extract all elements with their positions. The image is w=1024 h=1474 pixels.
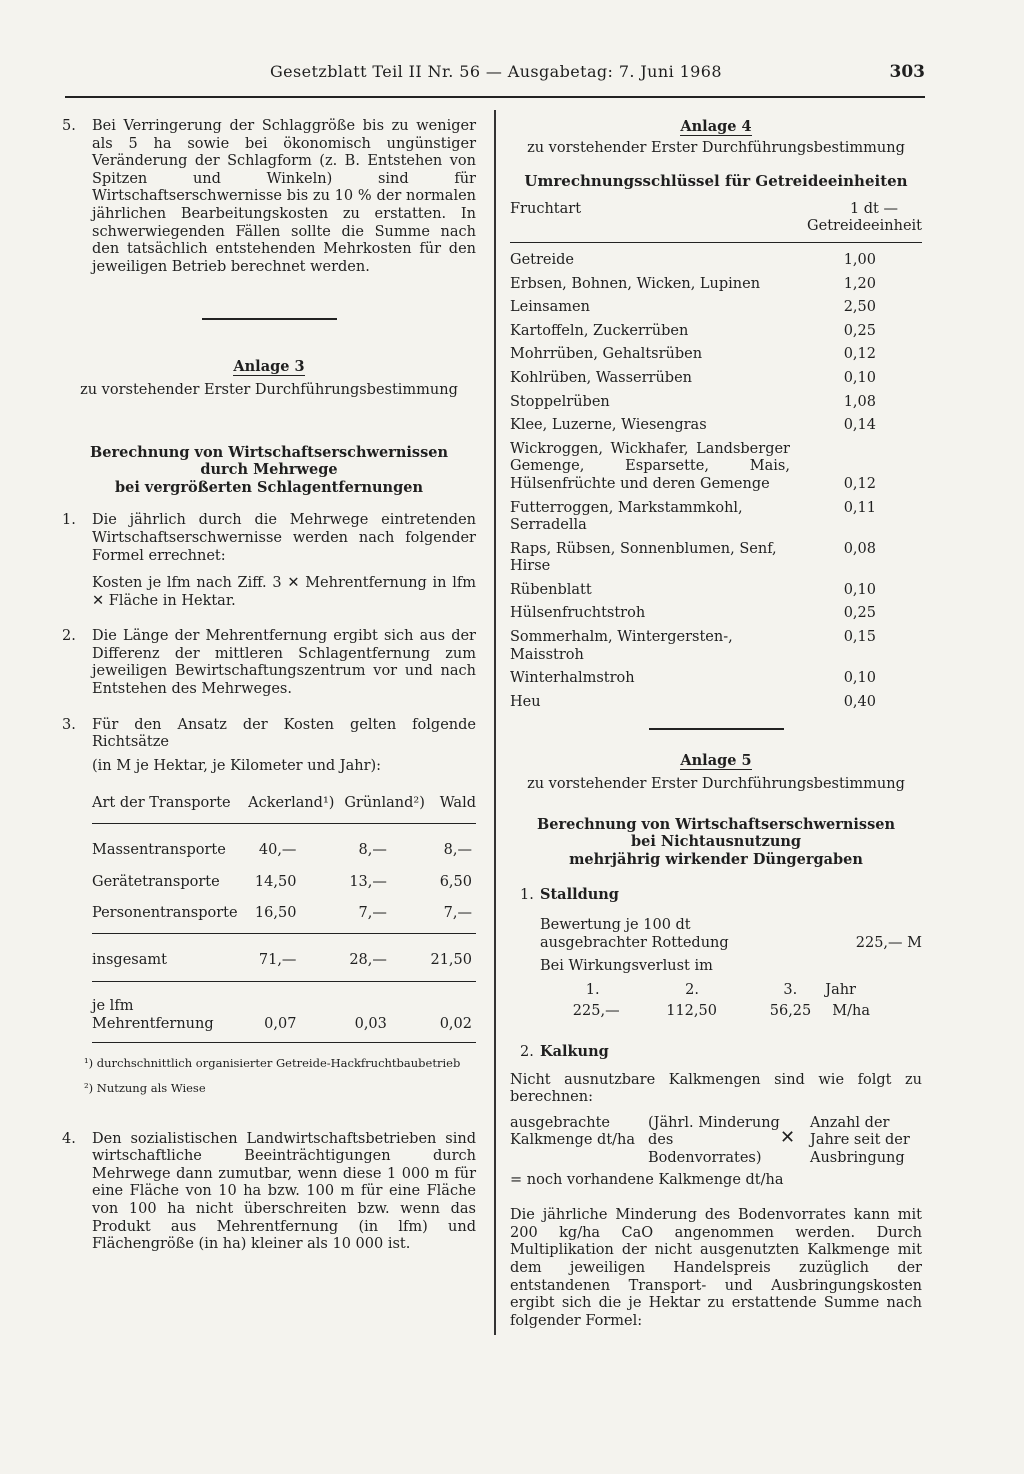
table-row: Kohlrüben, Wasserrüben 0,10 [510,369,876,386]
anlage-3-heading-2: durch Mehrwege [200,461,338,479]
anlage-5-subtitle: zu vorstehender Erster Durchführungsbestimmung [527,776,905,793]
anlage-3-item-3 [62,717,476,752]
anlage-3-item-2 [62,628,476,698]
cost-table-header [92,795,476,823]
wirkung-values: 225,— 112,50 56,25 M/ha [572,1003,870,1020]
table-row: Rübenblatt 0,10 [510,581,876,598]
page-header [65,60,925,98]
formula: Kosten je lfm nach Ziff. 3 ✕ Mehrentfernung in lfm ✕ Fläche in Hektar. [92,575,476,609]
item-3-number: 3. [62,716,76,733]
header-gruenland: Grünland²) [334,795,424,823]
anlage-4-heading: Umrechnungsschlüssel für Getreideeinheiten [524,172,908,191]
cost-table [92,795,476,1042]
anlage-3-item-1 [62,512,476,565]
item-3-text: Für den Ansatz der Kosten gelten folgende Richtsätze [92,716,476,751]
section-kalkung: 2. Kalkung [520,1042,609,1060]
item-1-text: Die jährlich durch die Mehrwege eintretenden Wirtschaftserschwernisse werden nach folgender Formel errechnet: [92,512,476,564]
table-row: Kartoffeln, Zuckerrüben 0,25 [510,322,876,339]
left-column [62,118,476,1254]
anlage-5-heading-3: mehrjährig wirkender Düngergaben [569,850,863,868]
page-number: 303 [889,62,925,82]
wirkungsverlust: Bei Wirkungsverlust im [540,958,713,975]
item-2-text: Die Länge der Mehrentfernung ergibt sich aus der Differenz der mittleren Schlagentfernung zum jeweiligen Bewirtschaftungszentrum vor und nach Entstehen des Mehrweges. [92,628,476,698]
table-row: Heu 0,40 [510,693,876,710]
wirkung-table [540,982,870,1021]
item-4-text: Den sozialistischen Landwirtschaftsbetrieben sind wirtschaftliche Beeinträchtigungen durch Mehrwege dann zumutbar, wenn diese 1 000 m für eine Fläche von 10 ha bzw. 100 m für eine Fläche von 100 ha nicht überschreiten bzw. wenn das Produkt aus Mehrentfernung (in lfm) und Flächengröße (in ha) kleiner als 10 000 ist. [92,1130,476,1253]
table-per-lfm-row: je lfm Mehrentfernung 0,07 0,03 0,02 [92,982,476,1042]
table-row: Wickroggen, Wickhafer, Landsberger Gemenge, Esparsette, Mais, Hülsenfrüchte und deren Gemenge 0,12 [510,440,876,492]
item-3-unit: (in M je Hektar, je Kilometer und Jahr): [92,757,382,774]
header-getreideeinheit: 1 dt — Getreideeinheit [792,197,922,243]
section-stalldung: 1. Stalldung [520,886,619,904]
header-ackerland: Ackerland¹) [238,795,335,823]
table-row: Hülsenfruchtstroh 0,25 [510,605,876,622]
kalk-formula-b: (Jährl. Minderung des Bodenvorrates) [648,1114,780,1166]
item-4-number: 4. [62,1130,76,1147]
anlage-4-subtitle: zu vorstehender Erster Durchführungsbestimmung [527,139,905,156]
anlage-5-title: Anlage 5 [680,752,752,770]
anlage-3-heading-1: Berechnung von Wirtschaftserschwernissen [89,443,448,461]
header-art: Art der Transporte [92,795,238,823]
table-row: Massentransporte 40,— 8,— 8,— [92,842,472,859]
anlage-3-title: Anlage 3 [233,358,305,376]
header-title: Gesetzblatt Teil II Nr. 56 — Ausgabetag: 7. Juni 1968 [270,62,722,81]
conversion-table-header [510,197,922,243]
anlage-5-heading-2: bei Nichtausnutzung [630,833,802,851]
closing-paragraph: Die jährliche Minderung des Bodenvorrates kann mit 200 kg/ha CaO angenommen werden. Durch Multiplikation der nicht ausgenutzten Kalkmenge mit dem jeweiligen Handelspreis zuzüglich der entstandenen Transport- und Ausbringungskosten ergibt sich die je Hektar zu erstattende Summe nach folgender Formel: [510,1207,922,1329]
conversion-table [510,197,922,243]
table-row: Getreide 1,00 [510,251,876,268]
header-wald: Wald [425,795,476,823]
anlage-3-subtitle: zu vorstehender Erster Durchführungsbestimmung [80,381,458,398]
table-row: Klee, Luzerne, Wiesengras 0,14 [510,417,876,434]
table-row: Personentransporte 16,50 7,— 7,— [92,891,476,933]
table-row: Futterroggen, Markstammkohl, Serradella 0,11 [510,499,876,534]
table-row: Raps, Rübsen, Sonnenblumen, Senf, Hirse 0,08 [510,540,876,575]
header-fruchtart: Fruchtart [510,197,792,243]
kalk-intro: Nicht ausnutzbare Kalkmengen sind wie folgt zu berechnen: [510,1071,922,1106]
bewertung-value: 225,— M [855,934,922,951]
wirkung-years: 1. 2. 3. Jahr [585,981,856,998]
table-row: Gerätetransporte 14,50 13,— 6,50 [92,873,472,890]
column-divider [494,110,496,1335]
kalk-formula-a: ausgebrachte Kalkmenge dt/ha [510,1114,636,1149]
anlage-4-title: Anlage 4 [680,118,752,135]
table-row: Leinsamen 2,50 [510,299,876,316]
table-row: Stoppelrüben 1,08 [510,393,876,410]
kalk-formula [510,1115,922,1168]
item-2-number: 2. [62,628,76,645]
bewertung: Bewertung je 100 dt ausgebrachter Rottedung 225,— M [540,917,922,951]
multiply-icon: ✕ [780,1126,796,1148]
table-row: Mohrrüben, Gehaltsrüben 0,12 [510,346,876,363]
item-5-number: 5. [62,118,76,134]
right-column [510,118,922,1330]
item-5-text: Bei Verringerung der Schlaggröße bis zu weniger als 5 ha sowie bei ökonomisch ungünstiger Veränderung der Schlagform (z. B. Entstehen von Spitzen und Winkeln) sind für Wirtschaftserschwernisse bis zu 10 % der normalen jährlichen Bearbeitungskosten zu erstatten. In schwerwiegenden Fällen sollte die Summe nach den tatsächlich entstehenden Mehrkosten für den jeweiligen Betrieb berechnet werden. [92,118,476,275]
table-total-row: insgesamt 71,— 28,— 21,50 [92,933,476,982]
anlage-5-heading-1: Berechnung von Wirtschaftserschwernissen [536,815,895,833]
kalk-formula-c: Anzahl der Jahre seit der Ausbringung [810,1114,910,1166]
kalk-formula-result: = noch vorhandene Kalkmenge dt/ha [510,1171,784,1188]
conversion-rows [510,249,922,714]
item-5 [62,118,476,276]
anlage-3-item-4 [62,1131,476,1254]
footnote-2: ²) Nutzung als Wiese [84,1080,206,1095]
table-row: Winterhalmstroh 0,10 [510,670,876,687]
footnote-1: ¹) durchschnittlich organisierter Getreide-Hackfruchtbaubetrieb [84,1055,461,1070]
table-row: Erbsen, Bohnen, Wicken, Lupinen 1,20 [510,275,876,292]
table-row: Sommerhalm, Wintergersten-, Maisstroh 0,15 [510,629,876,663]
item-1-number: 1. [62,512,76,529]
anlage-3-heading-3: bei vergrößerten Schlagentfernungen [114,478,424,496]
